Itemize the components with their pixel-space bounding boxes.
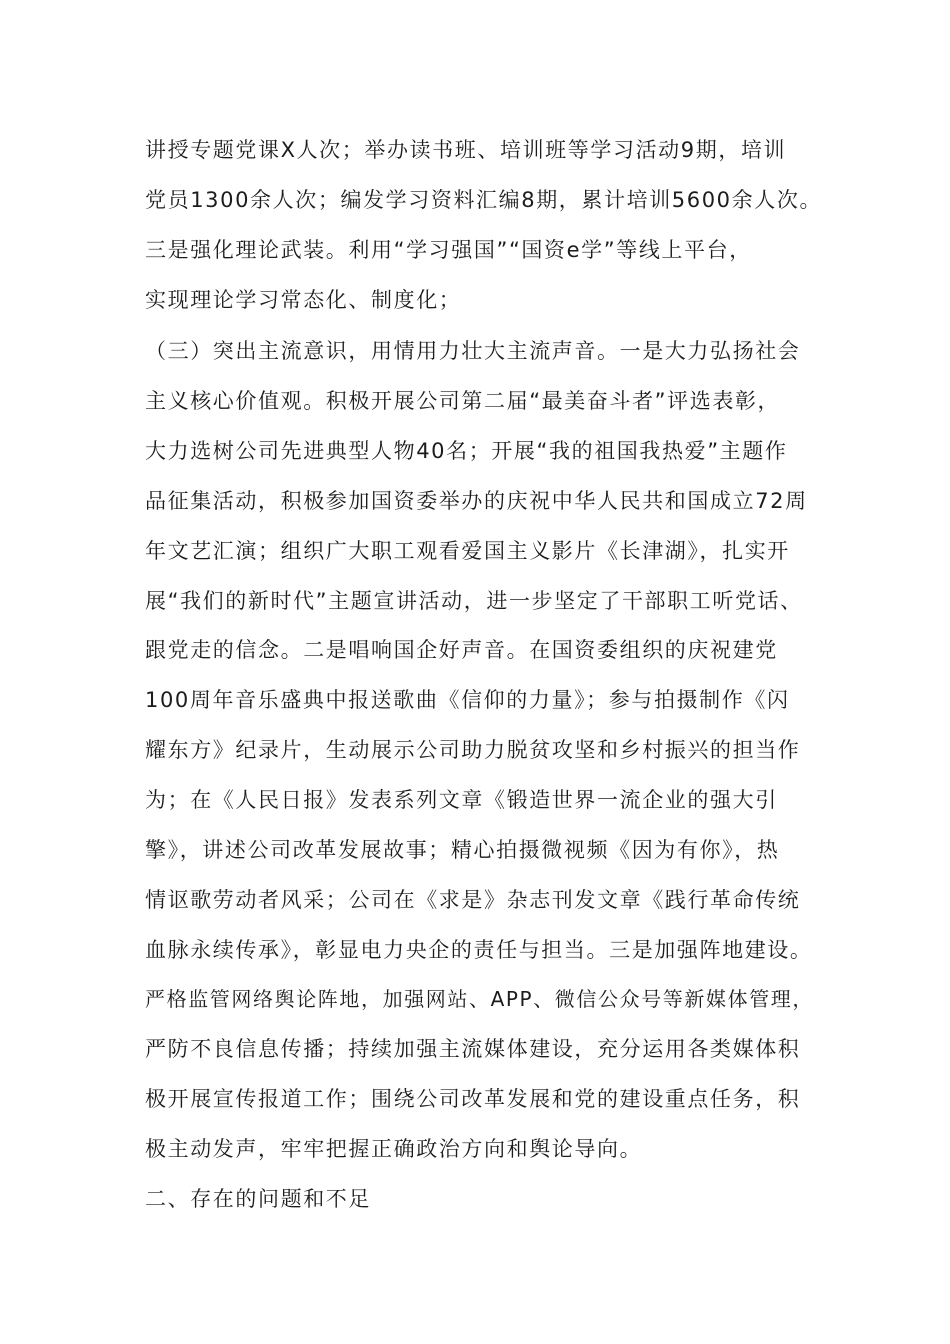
text-line: 血脉永续传承》，彰显电力央企的责任与担当。三是加强阵地建设。 (145, 938, 813, 962)
text-line: 极主动发声，牢牢把握正确政治方向和舆论导向。 (145, 1137, 643, 1161)
text-line: 耀东方》纪录片，生动展示公司助力脱贫攻坚和乡村振兴的担当作 (145, 738, 801, 762)
text-line: 大力选树公司先进典型人物40名；开展“我的祖国我热爱”主题作 (145, 439, 788, 463)
text-line: 年文艺汇演；组织广大职工观看爱国主义影片《长津湖》，扎实开 (145, 539, 790, 563)
text-line: 严防不良信息传播；持续加强主流媒体建设，充分运用各类媒体积 (145, 1037, 801, 1061)
text-line: 党员1300余人次；编发学习资料汇编8期，累计培训5600余人次。 (145, 188, 823, 212)
section-heading: 二、存在的问题和不足 (145, 1187, 371, 1211)
text-line: 极开展宣传报道工作；围绕公司改革发展和党的建设重点任务，积 (145, 1087, 801, 1111)
text-line: （三）突出主流意识，用情用力壮大主流声音。一是大力弘扬社会 (145, 339, 801, 363)
text-line: 严格监管网络舆论阵地，加强网站、APP、微信公众号等新媒体管理， (145, 987, 815, 1011)
text-line: 跟党走的信念。二是唱响国企好声音。在国资委组织的庆祝建党 (145, 638, 778, 662)
text-line: 品征集活动，积极参加国资委举办的庆祝中华人民共和国成立72周 (145, 489, 808, 513)
text-line: 讲授专题党课X人次；举办读书班、培训班等学习活动9期，培训 (145, 138, 787, 162)
text-line: 三是强化理论武装。利用“学习强国”“国资e学”等线上平台， (145, 238, 752, 262)
text-line: 情讴歌劳动者风采；公司在《求是》杂志刊发文章《践行革命传统 (145, 888, 801, 912)
text-line: 擎》，讲述公司改革发展故事；精心拍摄微视频《因为有你》，热 (145, 838, 780, 862)
text-line: 100周年音乐盛典中报送歌曲《信仰的力量》；参与拍摄制作《闪 (145, 688, 790, 712)
text-line: 为；在《人民日报》发表系列文章《锻造世界一流企业的强大引 (145, 788, 778, 812)
text-line: 实现理论学习常态化、制度化； (145, 288, 462, 312)
text-line: 主义核心价值观。积极开展公司第二届“最美奋斗者”评选表彰， (145, 389, 781, 413)
text-line: 展“我们的新时代”主题宣讲活动，进一步坚定了干部职工听党话、 (145, 589, 803, 613)
